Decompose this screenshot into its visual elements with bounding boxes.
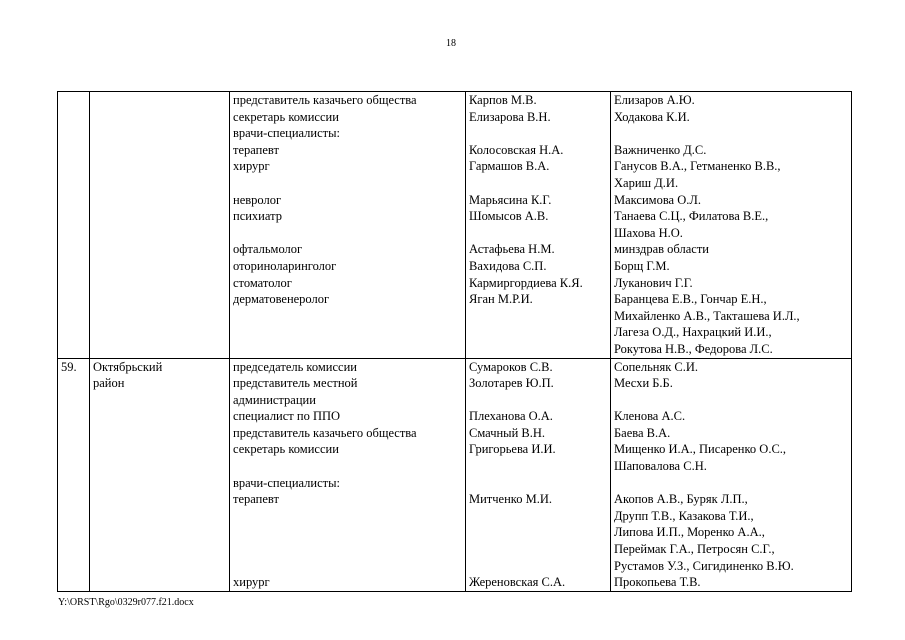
reserve-line	[614, 125, 848, 142]
row-number-line	[61, 491, 86, 508]
member-line: Яган М.Р.И.	[469, 292, 533, 307]
member-line	[469, 458, 607, 475]
district-line	[93, 208, 226, 225]
reserve-line: Максимова О.Л.	[614, 192, 701, 207]
reserve-line: Хариш Д.И.	[614, 175, 679, 190]
role-line	[233, 308, 462, 325]
district-line	[93, 225, 226, 242]
member-line	[469, 508, 607, 525]
table-row	[58, 92, 852, 359]
row-number-line	[61, 324, 86, 341]
file-path-footer: Y:\ORST\Rgo\0329r077.f21.docx	[58, 597, 194, 608]
district-line	[93, 558, 226, 575]
member-line: Карпов М.В.	[469, 93, 537, 107]
row-number-line	[61, 192, 86, 209]
role-line: терапевт	[233, 142, 279, 157]
row-number-line	[61, 375, 86, 392]
row-number-line	[61, 109, 86, 126]
role-cell	[230, 92, 466, 359]
district-line	[93, 524, 226, 541]
reserve-line: Борщ Г.М.	[614, 258, 670, 273]
role-line	[233, 558, 462, 575]
reserve-line: Рокутова Н.В., Федорова Л.С.	[614, 341, 773, 356]
reserve-line	[614, 475, 848, 492]
reserve-line: Прокопьева Т.В.	[614, 575, 701, 590]
reserve-line: Михайленко А.В., Такташева И.Л.,	[614, 308, 800, 323]
member-line	[469, 175, 607, 192]
role-line: хирург	[233, 575, 270, 590]
reserve-cell	[611, 92, 852, 359]
district-line	[93, 541, 226, 558]
member-line: Марьясина К.Г.	[469, 192, 552, 207]
role-line: председатель комиссии	[233, 359, 357, 374]
row-number-line	[61, 241, 86, 258]
district-line	[93, 491, 226, 508]
row-number-line	[61, 408, 86, 425]
role-line: хирург	[233, 159, 270, 174]
page-number: 18	[446, 38, 456, 49]
member-line	[469, 541, 607, 558]
role-line: врачи-специалисты:	[233, 126, 340, 141]
member-line	[469, 308, 607, 325]
member-cell	[466, 358, 611, 591]
district-line	[93, 142, 226, 159]
role-line	[233, 225, 462, 242]
role-line: дерматовенеролог	[233, 292, 330, 307]
row-number-line	[61, 475, 86, 492]
member-line	[469, 125, 607, 142]
reserve-line: Кленова А.С.	[614, 409, 686, 424]
row-number-line	[61, 392, 86, 409]
district-line	[93, 475, 226, 492]
role-line	[233, 524, 462, 541]
member-line: Митченко М.И.	[469, 492, 552, 507]
district-line	[93, 341, 226, 358]
row-number-line	[61, 524, 86, 541]
row-number-line	[61, 291, 86, 308]
district-line	[93, 458, 226, 475]
role-line: психиатр	[233, 209, 282, 224]
role-line	[233, 324, 462, 341]
role-line: врачи-специалисты:	[233, 475, 340, 490]
row-number-line	[61, 258, 86, 275]
role-line	[233, 458, 462, 475]
row-number-line	[61, 208, 86, 225]
member-line: Вахидова С.П.	[469, 258, 547, 273]
district-cell	[90, 358, 230, 591]
member-line: Елизарова В.Н.	[469, 109, 551, 124]
role-line: терапевт	[233, 492, 279, 507]
reserve-line: Баева В.А.	[614, 425, 671, 440]
reserve-cell	[611, 358, 852, 591]
reserve-line: Сопельняк С.И.	[614, 359, 699, 374]
row-number-line	[61, 175, 86, 192]
role-line: представитель казачьего общества	[233, 93, 417, 107]
district-line	[93, 125, 226, 142]
role-line	[233, 541, 462, 558]
district-line	[93, 291, 226, 308]
member-line: Жереновская С.А.	[469, 575, 566, 590]
reserve-line: Танаева С.Ц., Филатова В.Е.,	[614, 209, 769, 224]
district-line	[93, 109, 226, 126]
reserve-line	[614, 392, 848, 409]
member-line: Шомысов А.В.	[469, 209, 549, 224]
role-line: представитель местной	[233, 376, 358, 391]
row-number-line	[61, 225, 86, 242]
district-line: район	[93, 376, 125, 391]
district-line	[93, 92, 226, 109]
commission-table	[57, 91, 852, 592]
member-line	[469, 524, 607, 541]
member-line	[469, 341, 607, 358]
member-line: Смачный В.Н.	[469, 425, 546, 440]
role-line: представитель казачьего общества	[233, 425, 417, 440]
member-line: Сумароков С.В.	[469, 359, 553, 374]
row-number-line	[61, 425, 86, 442]
reserve-line: Ганусов В.А., Гетманенко В.В.,	[614, 159, 781, 174]
reserve-line: Шаповалова С.Н.	[614, 459, 707, 474]
reserve-line: Елизаров А.Ю.	[614, 93, 695, 107]
reserve-line: Мищенко И.А., Писаренко О.С.,	[614, 442, 787, 457]
district-cell	[90, 92, 230, 359]
role-line: секретарь комиссии	[233, 109, 339, 124]
reserve-line: Важниченко Д.С.	[614, 142, 707, 157]
reserve-line: Луканович Г.Г.	[614, 275, 693, 290]
row-number-line	[61, 142, 86, 159]
row-number-cell	[58, 358, 90, 591]
reserve-line: Месхи Б.Б.	[614, 376, 673, 391]
district-line	[93, 425, 226, 442]
role-line: невролог	[233, 192, 282, 207]
member-line	[469, 225, 607, 242]
reserve-line: Акопов А.В., Буряк Л.П.,	[614, 492, 748, 507]
role-cell	[230, 358, 466, 591]
member-line: Колосовская Н.А.	[469, 142, 564, 157]
row-number-line	[61, 308, 86, 325]
row-number-line	[61, 541, 86, 558]
member-line: Астафьева Н.М.	[469, 242, 555, 257]
role-line	[233, 175, 462, 192]
row-number-line	[61, 92, 86, 109]
reserve-line: Друпп Т.В., Казакова Т.И.,	[614, 508, 754, 523]
row-number-line	[61, 275, 86, 292]
reserve-line: Ходакова К.И.	[614, 109, 690, 124]
row-number-line	[61, 441, 86, 458]
district-line	[93, 158, 226, 175]
row-number-line	[61, 341, 86, 358]
member-line	[469, 324, 607, 341]
row-number-line	[61, 158, 86, 175]
reserve-line: Лагеза О.Д., Нахрацкий И.И.,	[614, 325, 772, 340]
member-line: Гармашов В.А.	[469, 159, 550, 174]
row-number-line	[61, 125, 86, 142]
row-number-line	[61, 508, 86, 525]
role-line: секретарь комиссии	[233, 442, 339, 457]
role-line: администрации	[233, 392, 316, 407]
role-line: стоматолог	[233, 275, 292, 290]
table-row	[58, 358, 852, 591]
district-line	[93, 574, 226, 591]
member-line: Григорьева И.И.	[469, 442, 556, 457]
district-line	[93, 324, 226, 341]
reserve-line: Липова И.П., Моренко А.А.,	[614, 525, 765, 540]
district-line	[93, 508, 226, 525]
member-line	[469, 558, 607, 575]
reserve-line: Переймак Г.А., Петросян С.Г.,	[614, 542, 775, 557]
district-line	[93, 258, 226, 275]
reserve-line: Рустамов У.З., Сигидиненко В.Ю.	[614, 558, 794, 573]
member-line: Плеханова О.А.	[469, 409, 553, 424]
district-line	[93, 408, 226, 425]
district-line	[93, 308, 226, 325]
reserve-line: Баранцева Е.В., Гончар Е.Н.,	[614, 292, 767, 307]
reserve-line: Шахова Н.О.	[614, 225, 683, 240]
row-number-line	[61, 558, 86, 575]
member-cell	[466, 92, 611, 359]
role-line: специалист по ППО	[233, 409, 341, 424]
district-line	[93, 392, 226, 409]
member-line: Кармиргордиева К.Я.	[469, 275, 583, 290]
member-line	[469, 392, 607, 409]
district-line	[93, 192, 226, 209]
reserve-line: минздрав области	[614, 242, 709, 257]
row-number-line: 59.	[61, 359, 77, 374]
district-line	[93, 275, 226, 292]
role-line: офтальмолог	[233, 242, 303, 257]
row-number-line	[61, 574, 86, 591]
row-number-cell	[58, 92, 90, 359]
district-line	[93, 241, 226, 258]
district-line: Октябрьский	[93, 359, 163, 374]
member-line	[469, 475, 607, 492]
district-line	[93, 175, 226, 192]
member-line: Золотарев Ю.П.	[469, 376, 554, 391]
role-line: оториноларинголог	[233, 258, 337, 273]
row-number-line	[61, 458, 86, 475]
district-line	[93, 441, 226, 458]
role-line	[233, 341, 462, 358]
role-line	[233, 508, 462, 525]
